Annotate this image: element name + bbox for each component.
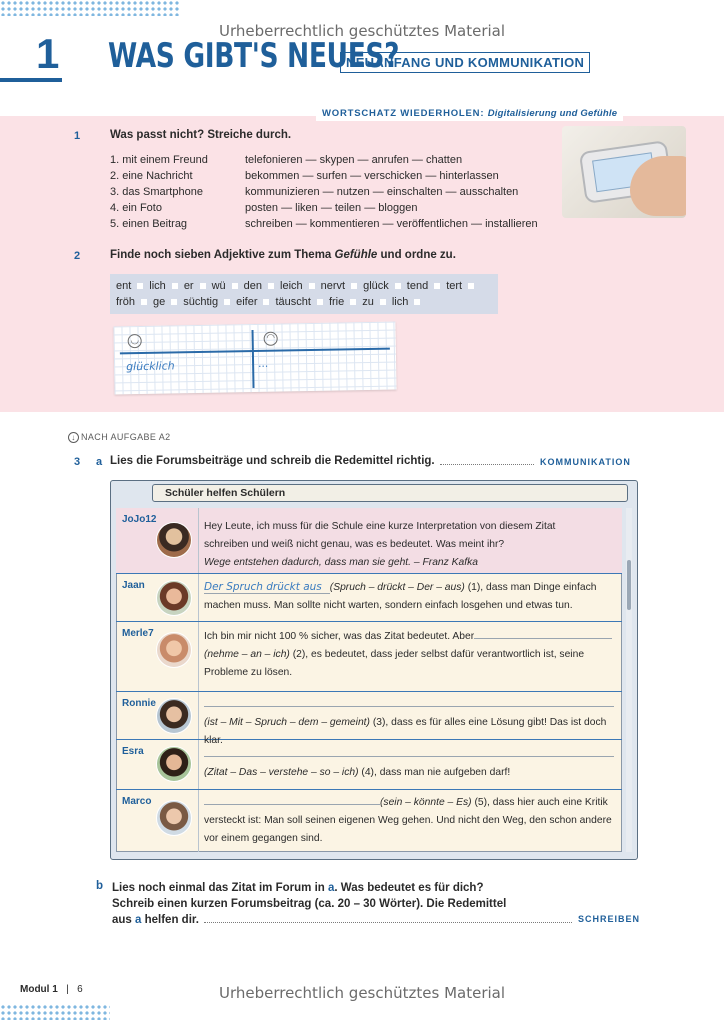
forum-post [116,740,622,790]
skill-tag-schreiben: SCHREIBEN [578,914,641,924]
task-1-number: 1 [74,130,81,142]
skill-tag-kommunikation: KOMMUNIKATION [540,457,631,467]
syllable-separator [172,283,178,289]
post-text: Hey Leute, ich muss für die Schule eine kurze Interpretation von diesem Zitat schreiben und weiß nicht genau, was es bedeutet. Was meint ihr? Wege entstehen dadurch, dass man sie geht. – Franz Kafka [204,521,556,568]
syllable: wü [211,280,226,292]
list-item: 4. ein Foto posten — liken — teilen — bloggen [110,202,418,214]
list-item: 1. mit einem Freund telefonieren — skypen — anrufen — chatten [110,154,463,166]
post-text: Ich bin mir nicht 100 % sicher, was das Zitat bedeutet. Aber (nehme – an – ich) (2), es bedeutet, dass jeder selbst dafür verantwortlich ist, seine Probleme zu lösen. [204,628,616,682]
syllable-separator [171,299,177,305]
page-footer: Modul 1 | 6 [20,984,83,995]
section-tag-label: WORTSCHATZ WIEDERHOLEN: [322,108,485,119]
syllable: ent [116,280,132,292]
decorative-dots-top [0,0,180,16]
task-1-title: Was passt nicht? Streiche durch. [110,129,292,141]
post-username: Marco [122,796,152,807]
chapter-number: 1 [36,30,60,77]
syllable: er [183,280,194,292]
note-divider-horizontal [120,348,390,354]
syllable-separator [395,283,401,289]
post-username: JoJo12 [122,514,157,525]
syllable-separator [268,283,274,289]
chapter-title: WAS GIBT'S NEUES? [108,36,400,76]
syllable-separator [468,283,474,289]
dotted-leader [440,464,534,465]
watermark-top: Urheberrechtlich geschütztes Material [218,22,506,40]
decorative-dots-bottom [0,1004,110,1020]
post-username: Merle7 [122,628,154,639]
syllable-separator [309,283,315,289]
arrow-down-icon: ↓ [68,432,79,443]
syllable: nervt [320,280,346,292]
task-2-number: 2 [74,250,81,262]
section-tag [316,106,623,121]
syllable: ge [152,296,166,308]
syllable-separator [200,283,206,289]
forum-post [116,622,622,692]
chapter-subtitle: NEUANFANG UND KOMMUNIKATION [340,52,590,73]
task-3b-instructions: Lies noch einmal das Zitat im Forum in a. Was bedeutet es für dich? Schreib einen kurzen Forumsbeitrag (ca. 20 – 30 Wörter). Die Redemittel aus a helfen dir. [112,882,507,926]
forum-post [116,508,622,574]
post-text: (sein – könnte – Es) (5), dass hier auch eine Kritik versteckt ist: Man soll seinen eigenen Weg gehen. Und nicht den Weg, den schon andere vor einem gegangen sind. [204,797,612,844]
list-item: 2. eine Nachricht bekommen — surfen — verschicken — hinterlassen [110,170,499,182]
syllable-row-1 [116,278,492,294]
list-item: 5. einen Beitrag schreiben — kommentieren — veröffentlichen — installieren [110,218,538,230]
post-username: Jaan [122,580,145,591]
smartphone-photo [562,126,686,218]
task-3a-title: Lies die Forumsbeiträge und schreib die Redemittel richtig. [110,455,435,467]
avatar [156,632,192,668]
happy-smiley-icon: ◡ [128,334,142,348]
syllable-separator [224,299,230,305]
forum-post [116,790,622,852]
post-text: (ist – Mit – Spruch – dem – gemeint) (3), dass es für alles eine Lösung gibt! Das ist doch klar. [204,696,616,750]
syllable: leich [280,280,303,292]
syllable-separator [141,299,147,305]
avatar [156,522,192,558]
note-divider-vertical [252,330,255,388]
forum-post [116,574,622,622]
scrollbar-thumb[interactable] [627,560,631,610]
syllable-separator [414,299,420,305]
syllable: frie [328,296,345,308]
syllable-separator [351,283,357,289]
example-answer: glücklich [126,359,175,374]
sad-smiley-icon: ◠ [264,332,278,346]
watermark-bottom: Urheberrechtlich geschütztes Material [218,984,506,1002]
syllable-separator [434,283,440,289]
syllable-separator [137,283,143,289]
task-3b-letter: b [96,880,104,892]
post-text: (Zitat – Das – verstehe – so – ich) (4), dass man nie aufgeben darf! [204,746,616,782]
post-username: Esra [122,746,144,757]
syllable: süchtig [183,296,219,308]
syllable-separator [317,299,323,305]
syllable: eifer [236,296,258,308]
syllable-separator [380,299,386,305]
nach-aufgabe-label: ↓ NACH AUFGABE A2 [68,432,171,443]
task-3a-letter: a [96,456,103,468]
answer-placeholder: ... [257,355,269,370]
task-3-number: 3 [74,456,81,468]
task-1-list [110,152,538,232]
forum-title: Schüler helfen Schülern [152,484,628,502]
chapter-underline [0,78,62,82]
post-text: Der Spruch drückt aus (Spruch – drückt – Der – aus) (1), dass man Dinge einfach machen muss. Man sollte nicht warten, sondern einfach losgehen und etwas tun. [204,581,597,611]
syllable: lich [149,280,166,292]
syllable-separator [263,299,269,305]
syllable-row-2 [116,294,492,310]
task-2-title: Finde noch sieben Adjektive zum Thema Gefühle und ordne zu. [110,249,456,261]
syllable: fröh [116,296,135,308]
forum-post [116,692,622,746]
syllable: glück [363,280,389,292]
syllable-separator [232,283,238,289]
post-username: Ronnie [122,698,156,709]
syllable: tert [446,280,463,292]
avatar [156,698,192,734]
syllable: zu [362,296,374,308]
avatar [156,580,192,616]
syllable: täuscht [275,296,311,308]
page-number: 6 [77,984,83,995]
syllable: den [243,280,263,292]
syllable: tend [406,280,429,292]
dotted-leader [204,922,572,923]
list-item: 3. das Smartphone kommunizieren — nutzen — einschalten — ausschalten [110,186,519,198]
avatar [156,800,192,836]
syllable: lich [391,296,409,308]
syllable-separator [350,299,356,305]
syllable-box [110,274,498,314]
answer-note-card [113,322,396,395]
section-tag-topic: Digitalisierung und Gefühle [487,108,618,119]
avatar [156,746,192,782]
